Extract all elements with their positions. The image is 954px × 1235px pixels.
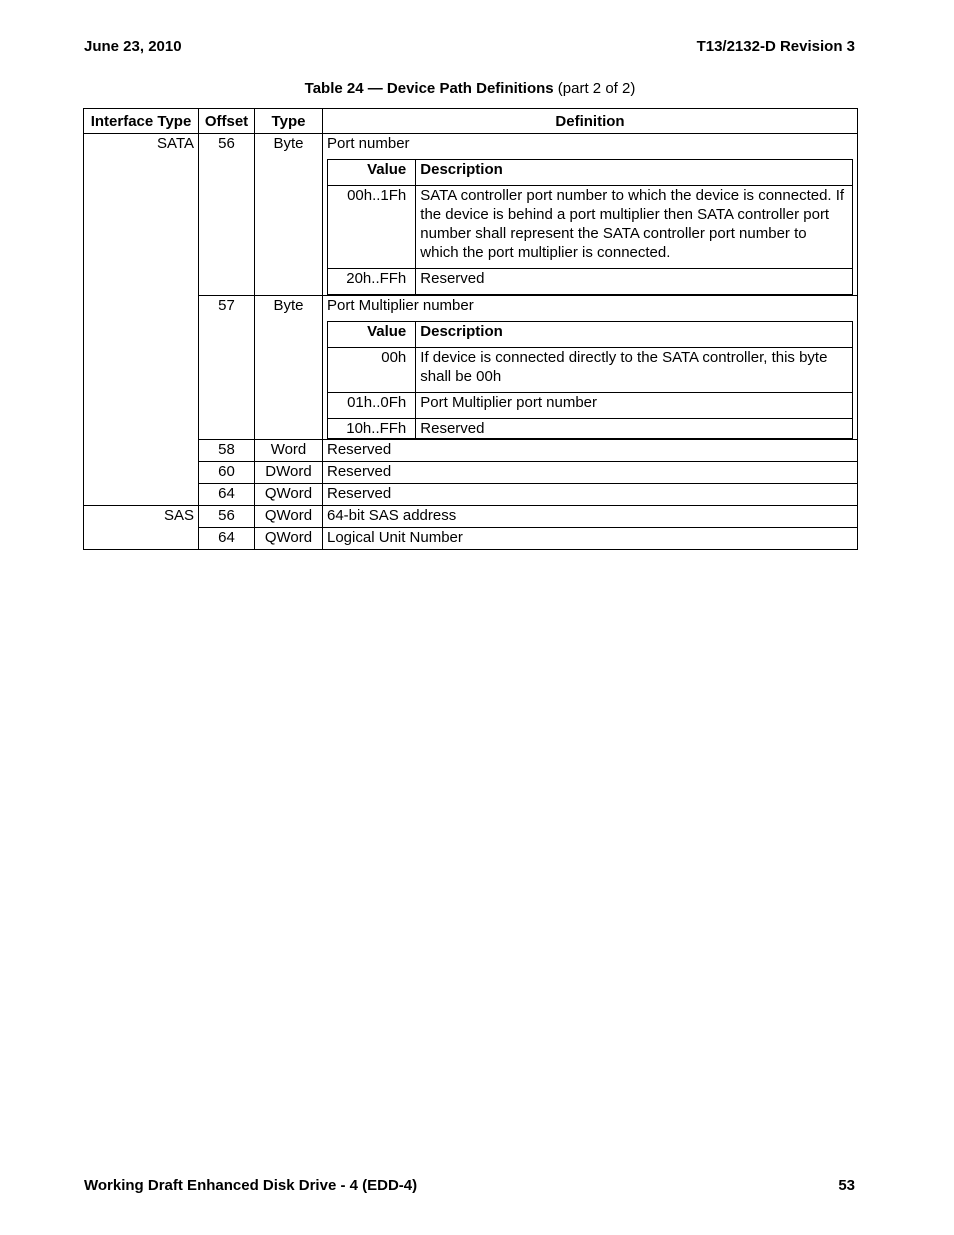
value-header: Value [328, 322, 416, 348]
col-header-offset: Offset [199, 109, 255, 134]
description-header: Description [416, 322, 853, 348]
definition-title: Port Multiplier number [327, 297, 474, 314]
table-row [84, 528, 858, 550]
definition-cell [323, 296, 858, 440]
table-row [84, 296, 858, 440]
footer-title: Working Draft Enhanced Disk Drive - 4 (EDD-4) [84, 1177, 418, 1194]
table-header-row [84, 109, 858, 134]
table-row [84, 134, 858, 296]
type-cell: DWord [255, 462, 323, 484]
value-cell: 00h..1Fh [328, 186, 416, 269]
device-path-table [83, 108, 858, 550]
caption-title: Table 24 — Device Path Definitions [304, 80, 554, 97]
definition-cell: Reserved [323, 440, 858, 462]
definition-cell: 64-bit SAS address [323, 506, 858, 528]
header-doc-id: T13/2132-D Revision 3 [696, 38, 855, 55]
type-cell: Byte [255, 134, 323, 296]
type-cell: Word [255, 440, 323, 462]
offset-cell: 60 [199, 462, 255, 484]
type-cell: Byte [255, 296, 323, 440]
type-cell: QWord [255, 484, 323, 506]
value-cell: 00h [328, 348, 416, 393]
definition-title: Port number [327, 135, 410, 152]
col-header-definition: Definition [323, 109, 858, 134]
description-cell: If device is connected directly to the SATA controller, this byte shall be 00h [416, 348, 853, 393]
value-cell: 10h..FFh [328, 419, 416, 439]
type-cell: QWord [255, 528, 323, 550]
interface-sas: SAS [84, 506, 199, 550]
value-table [327, 159, 853, 295]
definition-cell: Reserved [323, 484, 858, 506]
value-header: Value [328, 160, 416, 186]
description-cell: SATA controller port number to which the device is connected. If the device is behind a port multiplier then SATA controller port number shall represent the SATA controller port number to which the port multiplier is connected. [416, 186, 853, 269]
offset-cell: 64 [199, 484, 255, 506]
definition-cell: Reserved [323, 462, 858, 484]
col-header-type: Type [255, 109, 323, 134]
offset-cell: 58 [199, 440, 255, 462]
table-row [84, 484, 858, 506]
offset-cell: 56 [199, 506, 255, 528]
table-row [84, 440, 858, 462]
definition-cell: Logical Unit Number [323, 528, 858, 550]
type-cell: QWord [255, 506, 323, 528]
definition-cell [323, 134, 858, 296]
table-caption [0, 80, 940, 97]
value-cell: 01h..0Fh [328, 393, 416, 419]
header-date: June 23, 2010 [84, 38, 182, 55]
description-cell: Reserved [416, 419, 853, 439]
value-cell: 20h..FFh [328, 269, 416, 295]
col-header-interface-type: Interface Type [84, 109, 199, 134]
caption-part: (part 2 of 2) [557, 80, 636, 97]
table-row [84, 506, 858, 528]
offset-cell: 64 [199, 528, 255, 550]
interface-sata: SATA [84, 134, 199, 506]
description-cell: Port Multiplier port number [416, 393, 853, 419]
offset-cell: 56 [199, 134, 255, 296]
description-header: Description [416, 160, 853, 186]
value-table [327, 321, 853, 439]
offset-cell: 57 [199, 296, 255, 440]
table-row [84, 462, 858, 484]
page-number: 53 [838, 1177, 855, 1194]
description-cell: Reserved [416, 269, 853, 295]
